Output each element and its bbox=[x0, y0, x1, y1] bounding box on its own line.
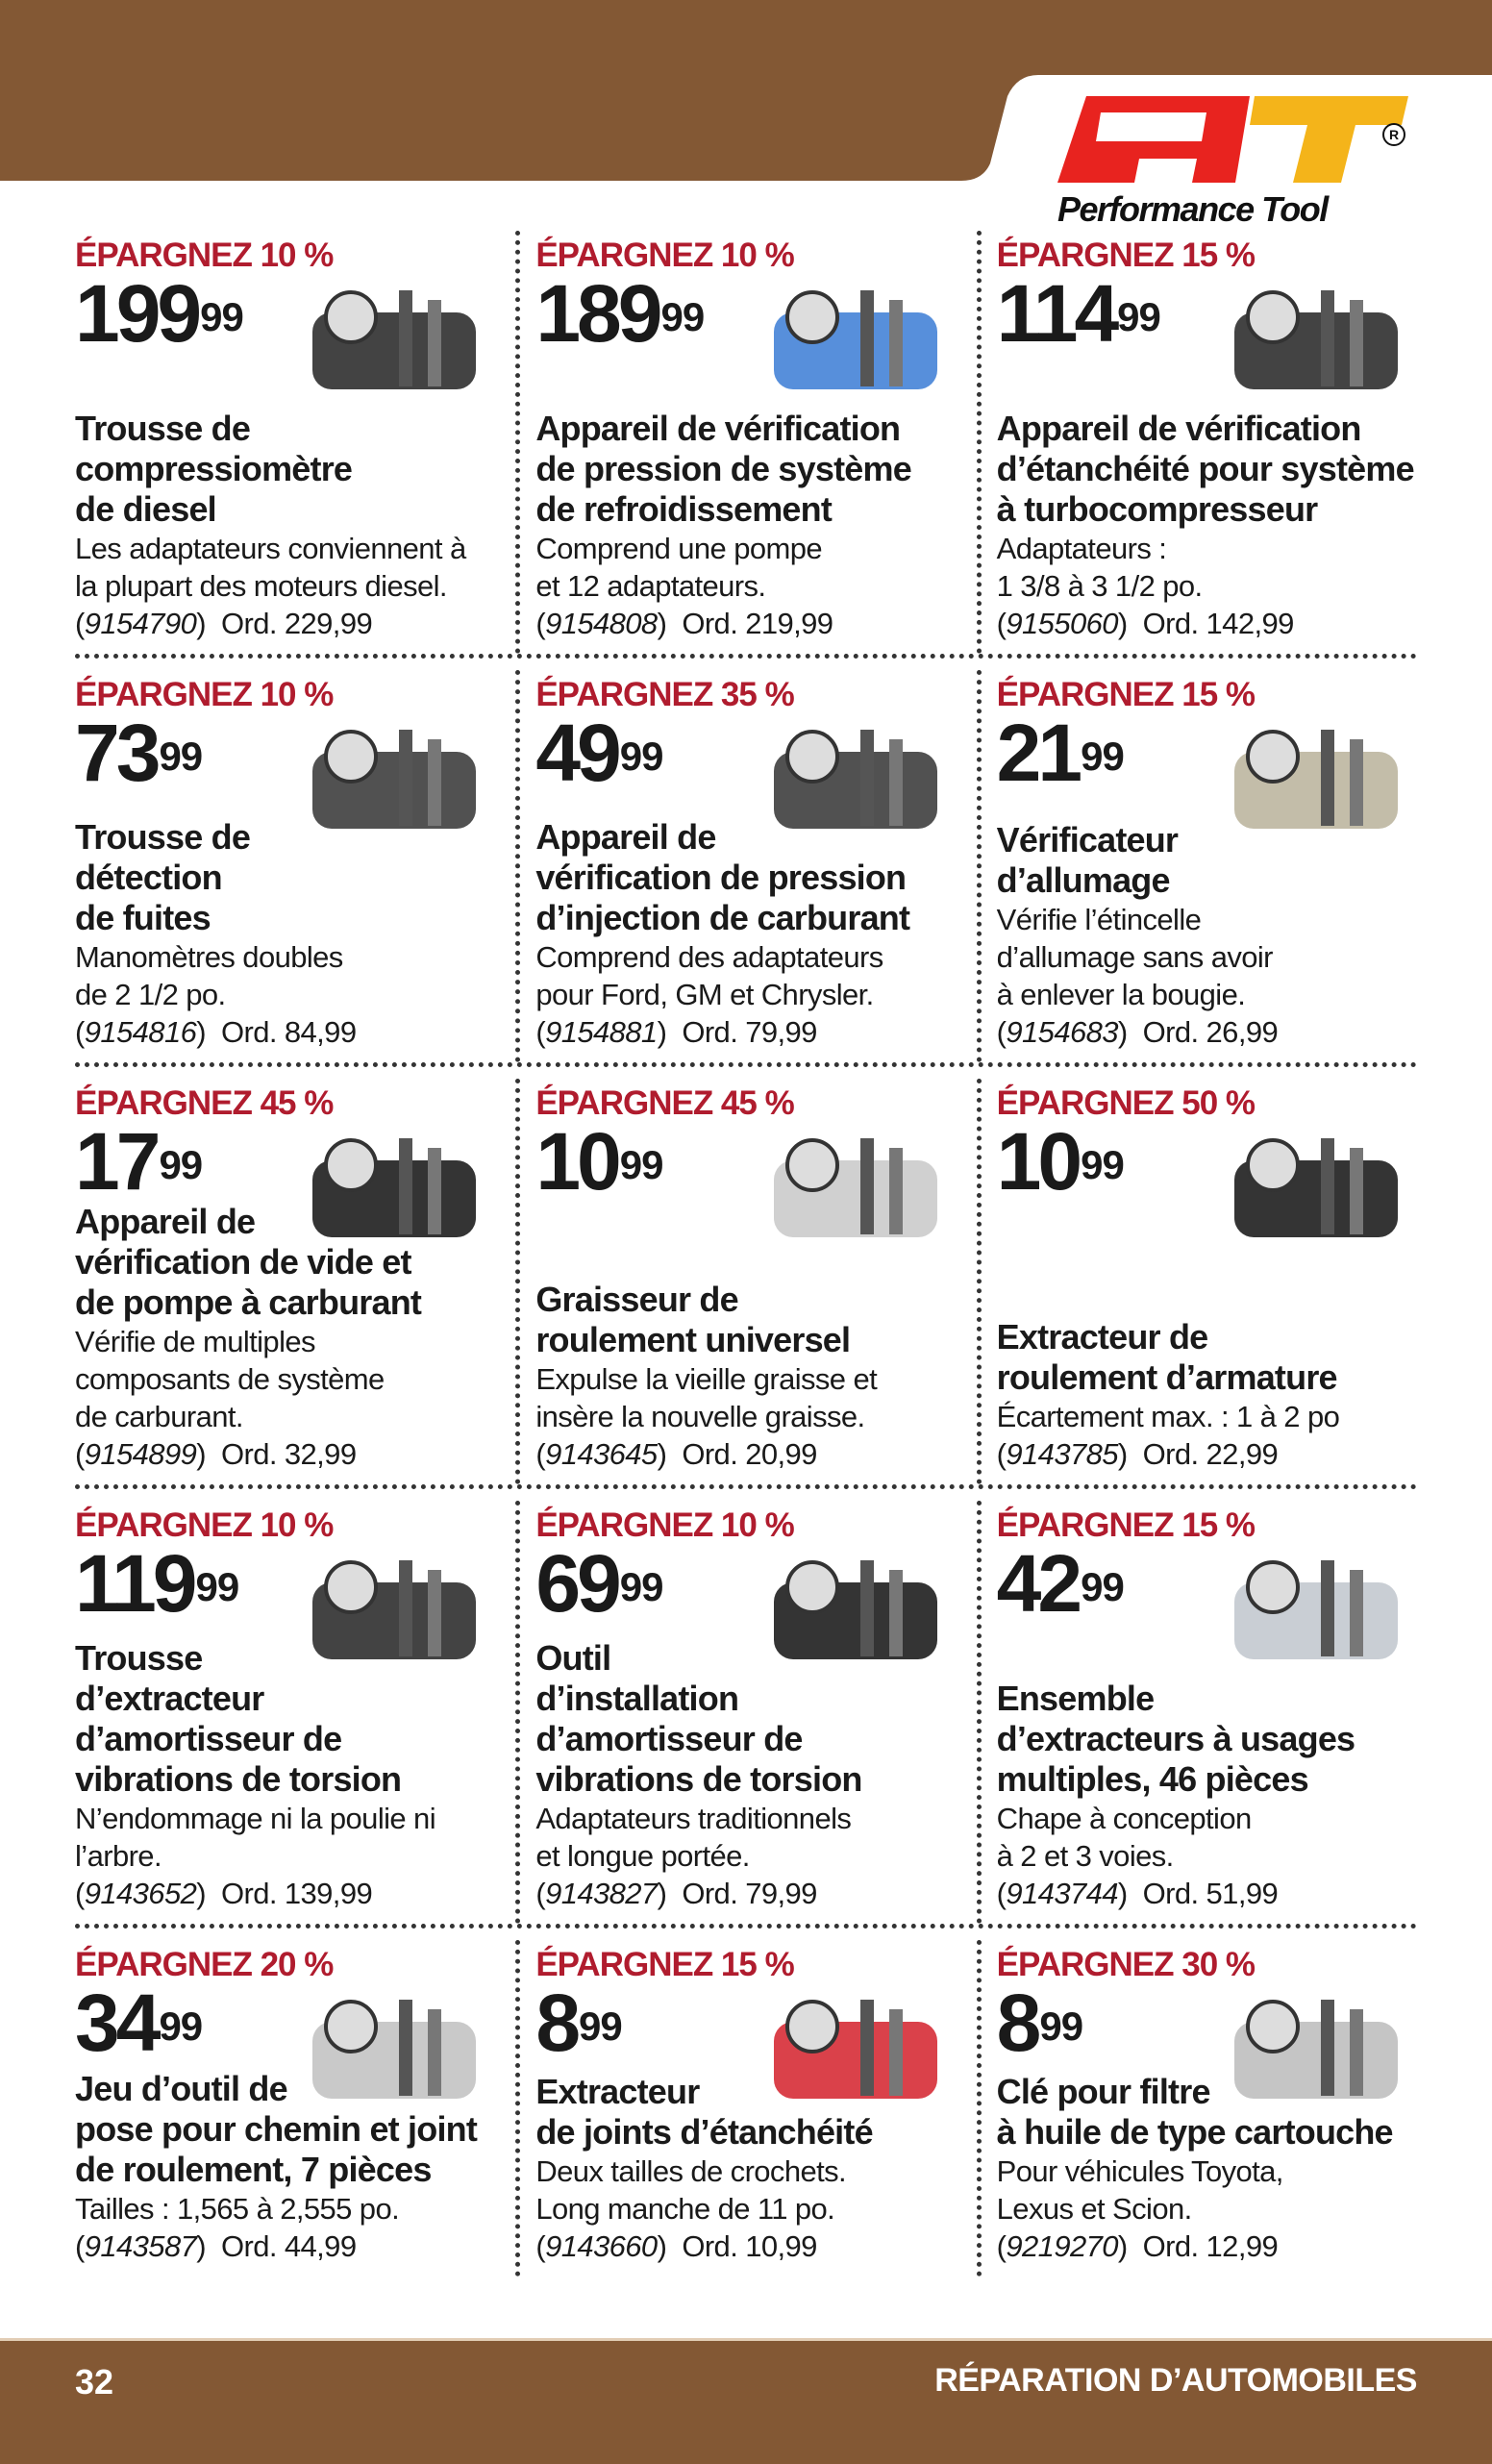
product-title[interactable] bbox=[997, 409, 1417, 530]
product-card[interactable] bbox=[75, 1501, 495, 1924]
column-divider bbox=[515, 1079, 520, 1484]
price-cents: 99 bbox=[1039, 2004, 1083, 2049]
product-card[interactable] bbox=[75, 1940, 495, 2277]
product-header bbox=[535, 231, 956, 359]
product-description bbox=[75, 2190, 495, 2265]
product-card[interactable] bbox=[997, 1501, 1417, 1924]
product-card[interactable] bbox=[535, 670, 956, 1062]
sku: 9154899 bbox=[84, 1437, 197, 1471]
product-row bbox=[75, 670, 1417, 1067]
sale-price bbox=[535, 1538, 956, 1629]
product-desc-line: N’endommage ni la poulie ni bbox=[75, 1802, 435, 1835]
product-row bbox=[75, 1079, 1417, 1489]
product-card[interactable] bbox=[997, 1940, 1417, 2277]
product-title-line: multiples, 46 pièces bbox=[996, 1759, 1308, 1799]
product-desc-line: 1 3/8 à 3 1/2 po. bbox=[996, 569, 1203, 603]
sku: 9154683 bbox=[1006, 1015, 1118, 1049]
sale-price bbox=[996, 1978, 1417, 2068]
sku: 9143645 bbox=[545, 1437, 658, 1471]
product-title-line: Extracteur de bbox=[996, 1317, 1208, 1356]
column-divider bbox=[515, 1940, 520, 2277]
product-sku-line: (9143785) Ord. 22,99 bbox=[996, 1437, 1279, 1471]
product-title-line: d’installation bbox=[535, 1679, 739, 1718]
product-sku-line: (9143660) Ord. 10,99 bbox=[535, 2229, 817, 2263]
sale-price bbox=[535, 268, 956, 359]
sale-price bbox=[75, 1116, 495, 1207]
product-title[interactable] bbox=[997, 1317, 1417, 1398]
product-desc-line: Deux tailles de crochets. bbox=[535, 2154, 847, 2188]
column-divider bbox=[515, 1501, 520, 1924]
price-dollars: 119 bbox=[75, 1538, 194, 1629]
product-title-line: d’injection de carburant bbox=[535, 898, 910, 937]
product-description bbox=[997, 1800, 1417, 1912]
product-info bbox=[535, 1638, 956, 1912]
page-number: 32 bbox=[75, 2362, 114, 2402]
product-title-line: d’amortisseur de bbox=[535, 1719, 803, 1758]
savings-badge: ÉPARGNEZ 20 % bbox=[75, 1946, 334, 1983]
regular-price: Ord. 219,99 bbox=[682, 607, 833, 640]
sku: 9143660 bbox=[545, 2229, 658, 2263]
product-description bbox=[997, 2153, 1417, 2265]
price-dollars: 69 bbox=[535, 1538, 618, 1629]
sale-price bbox=[75, 268, 495, 359]
product-info bbox=[75, 409, 495, 642]
regular-price: Ord. 51,99 bbox=[1142, 1877, 1279, 1910]
product-desc-line: Long manche de 11 po. bbox=[535, 2192, 835, 2226]
price-cents: 99 bbox=[619, 1564, 663, 1609]
product-title-line: Graisseur de bbox=[535, 1280, 738, 1319]
price-cents: 99 bbox=[159, 2004, 203, 2049]
product-desc-line: et 12 adaptateurs. bbox=[535, 569, 766, 603]
price-cents: 99 bbox=[159, 734, 203, 779]
sku: 9143827 bbox=[545, 1877, 658, 1910]
product-row bbox=[75, 1501, 1417, 1929]
product-desc-line: à 2 et 3 voies. bbox=[996, 1839, 1174, 1873]
product-grid bbox=[75, 231, 1417, 2277]
product-title-line: d’extracteur bbox=[75, 1679, 264, 1718]
product-sku-line: (9155060) Ord. 142,99 bbox=[996, 607, 1294, 640]
product-card[interactable] bbox=[535, 231, 956, 654]
product-header bbox=[996, 1079, 1417, 1207]
sku: 9143652 bbox=[84, 1877, 197, 1910]
product-description bbox=[535, 1360, 956, 1473]
regular-price: Ord. 32,99 bbox=[220, 1437, 357, 1471]
product-title-line: vibrations de torsion bbox=[75, 1759, 402, 1799]
price-dollars: 49 bbox=[535, 708, 618, 798]
price-cents: 99 bbox=[200, 294, 243, 339]
product-row bbox=[75, 231, 1417, 659]
savings-badge: ÉPARGNEZ 10 % bbox=[535, 236, 794, 274]
regular-price: Ord. 10,99 bbox=[682, 2229, 817, 2263]
sku: 9143744 bbox=[1006, 1877, 1118, 1910]
sku: 9155060 bbox=[1006, 607, 1118, 640]
product-desc-line: pour Ford, GM et Chrysler. bbox=[535, 978, 874, 1011]
product-sku-line: (9143827) Ord. 79,99 bbox=[535, 1877, 817, 1910]
price-cents: 99 bbox=[159, 1142, 203, 1187]
price-cents: 99 bbox=[1117, 294, 1160, 339]
sku: 9143785 bbox=[1006, 1437, 1118, 1471]
sku: 9154790 bbox=[84, 607, 197, 640]
product-card[interactable] bbox=[535, 1940, 956, 2277]
product-info bbox=[997, 2072, 1417, 2265]
product-desc-line: et longue portée. bbox=[535, 1839, 750, 1873]
price-cents: 99 bbox=[619, 734, 663, 779]
product-desc-line: Lexus et Scion. bbox=[996, 2192, 1192, 2226]
product-sku-line: (9154808) Ord. 219,99 bbox=[535, 607, 833, 640]
product-header bbox=[75, 1079, 495, 1207]
product-desc-line: Vérifie l’étincelle bbox=[996, 903, 1202, 936]
product-sku-line: (9154881) Ord. 79,99 bbox=[535, 1015, 817, 1049]
price-dollars: 10 bbox=[996, 1116, 1080, 1207]
product-title-line: vérification de pression bbox=[535, 858, 907, 897]
product-info bbox=[75, 817, 495, 1051]
product-header bbox=[535, 1940, 956, 2068]
sku: 9154808 bbox=[545, 607, 658, 640]
price-cents: 99 bbox=[195, 1564, 239, 1609]
price-dollars: 8 bbox=[535, 1978, 578, 2068]
regular-price: Ord. 44,99 bbox=[220, 2229, 357, 2263]
product-title-line: de pression de système bbox=[535, 449, 911, 488]
product-title-line: Ensemble bbox=[996, 1679, 1155, 1718]
sale-price bbox=[75, 1978, 495, 2068]
savings-badge: ÉPARGNEZ 10 % bbox=[75, 1506, 334, 1544]
savings-badge: ÉPARGNEZ 45 % bbox=[535, 1084, 794, 1122]
column-divider bbox=[977, 1940, 982, 2277]
savings-badge: ÉPARGNEZ 50 % bbox=[996, 1084, 1256, 1122]
product-info bbox=[997, 1679, 1417, 1912]
product-title[interactable] bbox=[997, 2072, 1417, 2153]
savings-badge: ÉPARGNEZ 15 % bbox=[996, 676, 1256, 713]
product-title-line: pose pour chemin et joint bbox=[75, 2109, 478, 2149]
product-info bbox=[997, 820, 1417, 1051]
product-title-line: de diesel bbox=[75, 489, 216, 529]
product-description bbox=[75, 530, 495, 642]
price-dollars: 73 bbox=[75, 708, 158, 798]
sku: 9143587 bbox=[84, 2229, 197, 2263]
sale-price bbox=[996, 1116, 1417, 1207]
product-sku-line: (9219270) Ord. 12,99 bbox=[996, 2229, 1279, 2263]
svg-text:Performance Tool: Performance Tool bbox=[1057, 189, 1328, 229]
price-cents: 99 bbox=[619, 1142, 663, 1187]
product-desc-line: Comprend des adaptateurs bbox=[535, 940, 883, 974]
product-desc-line: Les adaptateurs conviennent à bbox=[75, 532, 466, 565]
savings-badge: ÉPARGNEZ 35 % bbox=[535, 676, 794, 713]
product-info bbox=[75, 1638, 495, 1912]
product-description bbox=[75, 1800, 495, 1912]
price-cents: 99 bbox=[1081, 1142, 1124, 1187]
regular-price: Ord. 79,99 bbox=[682, 1877, 817, 1910]
product-sku-line: (9143645) Ord. 20,99 bbox=[535, 1437, 817, 1471]
product-title-line: d’étanchéité pour système bbox=[996, 449, 1414, 488]
product-info bbox=[535, 1280, 956, 1473]
product-description bbox=[75, 938, 495, 1051]
sale-price bbox=[75, 1538, 495, 1629]
product-title-line: Trousse de bbox=[75, 817, 251, 857]
product-info bbox=[75, 1202, 495, 1473]
sale-price bbox=[996, 708, 1417, 798]
product-title-line: Appareil de bbox=[75, 1202, 256, 1241]
product-desc-line: l’arbre. bbox=[75, 1839, 162, 1873]
sku: 9219270 bbox=[1006, 2229, 1118, 2263]
price-dollars: 17 bbox=[75, 1116, 158, 1207]
price-dollars: 189 bbox=[535, 268, 659, 359]
product-header bbox=[535, 1501, 956, 1629]
price-cents: 99 bbox=[1081, 1564, 1124, 1609]
sku: 9154881 bbox=[545, 1015, 658, 1049]
product-title[interactable] bbox=[535, 817, 956, 938]
product-title[interactable] bbox=[535, 409, 956, 530]
product-title-line: Clé pour filtre bbox=[996, 2072, 1210, 2111]
product-title-line: Trousse de bbox=[75, 409, 251, 448]
product-desc-line: Chape à conception bbox=[996, 1802, 1252, 1835]
product-title-line: Vérificateur bbox=[996, 820, 1179, 859]
savings-badge: ÉPARGNEZ 30 % bbox=[996, 1946, 1256, 1983]
product-sku-line: (9143652) Ord. 139,99 bbox=[75, 1877, 373, 1910]
product-sku-line: (9154816) Ord. 84,99 bbox=[75, 1015, 357, 1049]
product-title-line: de pompe à carburant bbox=[75, 1282, 422, 1322]
product-desc-line: d’allumage sans avoir bbox=[996, 940, 1273, 974]
product-desc-line: à enlever la bougie. bbox=[996, 978, 1246, 1011]
footer-band bbox=[0, 2338, 1492, 2464]
product-header bbox=[75, 670, 495, 798]
product-header bbox=[996, 1501, 1417, 1629]
regular-price: Ord. 20,99 bbox=[682, 1437, 817, 1471]
product-info bbox=[997, 409, 1417, 642]
product-title-line: Appareil de vérification bbox=[535, 409, 901, 448]
price-dollars: 21 bbox=[996, 708, 1080, 798]
product-card[interactable] bbox=[997, 231, 1417, 654]
product-title[interactable] bbox=[997, 820, 1417, 901]
price-dollars: 8 bbox=[996, 1978, 1038, 2068]
product-title-line: d’extracteurs à usages bbox=[996, 1719, 1355, 1758]
product-title-line: d’allumage bbox=[996, 860, 1170, 900]
product-title[interactable] bbox=[75, 817, 495, 938]
product-header bbox=[996, 670, 1417, 798]
regular-price: Ord. 22,99 bbox=[1142, 1437, 1279, 1471]
product-desc-line: Comprend une pompe bbox=[535, 532, 822, 565]
product-title-line: de refroidissement bbox=[535, 489, 833, 529]
product-card[interactable] bbox=[997, 670, 1417, 1062]
product-description bbox=[535, 530, 956, 642]
product-sku-line: (9143587) Ord. 44,99 bbox=[75, 2229, 357, 2263]
product-title[interactable] bbox=[75, 1638, 495, 1800]
savings-badge: ÉPARGNEZ 15 % bbox=[996, 236, 1256, 274]
product-desc-line: Écartement max. : 1 à 2 po bbox=[996, 1400, 1340, 1433]
product-title-line: Appareil de vérification bbox=[996, 409, 1361, 448]
column-divider bbox=[515, 670, 520, 1062]
product-title-line: de fuites bbox=[75, 898, 211, 937]
product-description bbox=[997, 1398, 1417, 1473]
column-divider bbox=[977, 1501, 982, 1924]
product-title-line: compressiomètre bbox=[75, 449, 353, 488]
product-title-line: vibrations de torsion bbox=[535, 1759, 862, 1799]
regular-price: Ord. 12,99 bbox=[1142, 2229, 1279, 2263]
sale-price bbox=[535, 1116, 956, 1207]
column-divider bbox=[977, 670, 982, 1062]
product-header bbox=[535, 1079, 956, 1207]
product-title-line: de roulement, 7 pièces bbox=[75, 2150, 432, 2189]
product-desc-line: Pour véhicules Toyota, bbox=[996, 2154, 1283, 2188]
product-info bbox=[75, 2069, 495, 2265]
product-desc-line: Tailles : 1,565 à 2,555 po. bbox=[75, 2192, 400, 2226]
product-header bbox=[996, 1940, 1417, 2068]
sku: 9154816 bbox=[84, 1015, 197, 1049]
savings-badge: ÉPARGNEZ 10 % bbox=[535, 1506, 794, 1544]
product-header bbox=[535, 670, 956, 798]
regular-price: Ord. 84,99 bbox=[220, 1015, 357, 1049]
column-divider bbox=[977, 1079, 982, 1484]
product-header bbox=[75, 1501, 495, 1629]
product-info bbox=[535, 2072, 956, 2265]
product-title-line: roulement universel bbox=[535, 1320, 851, 1359]
performance-tool-logo bbox=[1048, 91, 1423, 236]
product-card[interactable] bbox=[535, 1079, 956, 1484]
column-divider bbox=[977, 231, 982, 654]
product-desc-line: Expulse la vieille graisse et bbox=[535, 1362, 878, 1396]
column-divider bbox=[515, 231, 520, 654]
product-title[interactable] bbox=[535, 2072, 956, 2153]
price-cents: 99 bbox=[1081, 734, 1124, 779]
product-description bbox=[535, 2153, 956, 2265]
price-dollars: 34 bbox=[75, 1978, 158, 2068]
product-description bbox=[997, 530, 1417, 642]
product-card[interactable] bbox=[75, 670, 495, 1062]
savings-badge: ÉPARGNEZ 10 % bbox=[75, 676, 334, 713]
product-description bbox=[535, 938, 956, 1051]
product-header bbox=[75, 231, 495, 359]
product-title-line: roulement d’armature bbox=[996, 1357, 1337, 1397]
product-title-line: Appareil de bbox=[535, 817, 716, 857]
product-info bbox=[997, 1317, 1417, 1473]
product-info bbox=[535, 817, 956, 1051]
product-card[interactable] bbox=[75, 231, 495, 654]
product-title-line: à turbocompresseur bbox=[996, 489, 1318, 529]
section-title: RÉPARATION D’AUTOMOBILES bbox=[934, 2362, 1417, 2399]
product-desc-line: Vérifie de multiples bbox=[75, 1325, 315, 1358]
product-desc-line: composants de système bbox=[75, 1362, 385, 1396]
savings-badge: ÉPARGNEZ 10 % bbox=[75, 236, 334, 274]
product-title-line: Trousse bbox=[75, 1638, 203, 1678]
product-description bbox=[997, 901, 1417, 1051]
product-sku-line: (9143744) Ord. 51,99 bbox=[996, 1877, 1279, 1910]
product-title-line: à huile de type cartouche bbox=[996, 2112, 1393, 2152]
price-dollars: 114 bbox=[996, 268, 1116, 359]
product-title-line: de joints d’étanchéité bbox=[535, 2112, 873, 2152]
svg-text:R: R bbox=[1388, 127, 1400, 142]
product-title-line: d’amortisseur de bbox=[75, 1719, 342, 1758]
product-description bbox=[535, 1800, 956, 1912]
product-desc-line: Adaptateurs traditionnels bbox=[535, 1802, 852, 1835]
product-card[interactable] bbox=[75, 1079, 495, 1484]
savings-badge: ÉPARGNEZ 15 % bbox=[996, 1506, 1256, 1544]
product-card[interactable] bbox=[535, 1501, 956, 1924]
product-title-line: vérification de vide et bbox=[75, 1242, 411, 1282]
product-title[interactable] bbox=[535, 1280, 956, 1360]
product-description bbox=[75, 1323, 495, 1473]
product-sku-line: (9154683) Ord. 26,99 bbox=[996, 1015, 1279, 1049]
product-row bbox=[75, 1940, 1417, 2277]
price-dollars: 199 bbox=[75, 268, 199, 359]
product-card[interactable] bbox=[997, 1079, 1417, 1484]
product-header bbox=[75, 1940, 495, 2068]
product-title[interactable] bbox=[75, 409, 495, 530]
price-cents: 99 bbox=[660, 294, 705, 339]
product-title[interactable] bbox=[75, 1202, 495, 1323]
sale-price bbox=[535, 1978, 956, 2068]
product-desc-line: insère la nouvelle graisse. bbox=[535, 1400, 865, 1433]
sale-price bbox=[75, 708, 495, 798]
regular-price: Ord. 142,99 bbox=[1142, 607, 1294, 640]
sale-price bbox=[996, 268, 1417, 359]
savings-badge: ÉPARGNEZ 45 % bbox=[75, 1084, 334, 1122]
product-header bbox=[996, 231, 1417, 359]
savings-badge: ÉPARGNEZ 15 % bbox=[535, 1946, 794, 1983]
product-desc-line: de carburant. bbox=[75, 1400, 243, 1433]
price-dollars: 42 bbox=[996, 1538, 1080, 1629]
product-title-line: Outil bbox=[535, 1638, 611, 1678]
product-desc-line: Adaptateurs : bbox=[996, 532, 1167, 565]
product-title-line: détection bbox=[75, 858, 222, 897]
regular-price: Ord. 79,99 bbox=[682, 1015, 817, 1049]
product-sku-line: (9154790) Ord. 229,99 bbox=[75, 607, 373, 640]
regular-price: Ord. 26,99 bbox=[1142, 1015, 1279, 1049]
sale-price bbox=[535, 708, 956, 798]
product-sku-line: (9154899) Ord. 32,99 bbox=[75, 1437, 357, 1471]
product-desc-line: Manomètres doubles bbox=[75, 940, 343, 974]
product-title[interactable] bbox=[997, 1679, 1417, 1800]
product-info bbox=[535, 409, 956, 642]
product-title[interactable] bbox=[75, 2069, 495, 2190]
regular-price: Ord. 139,99 bbox=[220, 1877, 373, 1910]
product-title[interactable] bbox=[535, 1638, 956, 1800]
price-dollars: 10 bbox=[535, 1116, 618, 1207]
product-title-line: Extracteur bbox=[535, 2072, 700, 2111]
product-desc-line: de 2 1/2 po. bbox=[75, 978, 226, 1011]
sale-price bbox=[996, 1538, 1417, 1629]
price-cents: 99 bbox=[579, 2004, 622, 2049]
product-desc-line: la plupart des moteurs diesel. bbox=[75, 569, 447, 603]
regular-price: Ord. 229,99 bbox=[220, 607, 373, 640]
product-title-line: Jeu d’outil de bbox=[75, 2069, 287, 2108]
